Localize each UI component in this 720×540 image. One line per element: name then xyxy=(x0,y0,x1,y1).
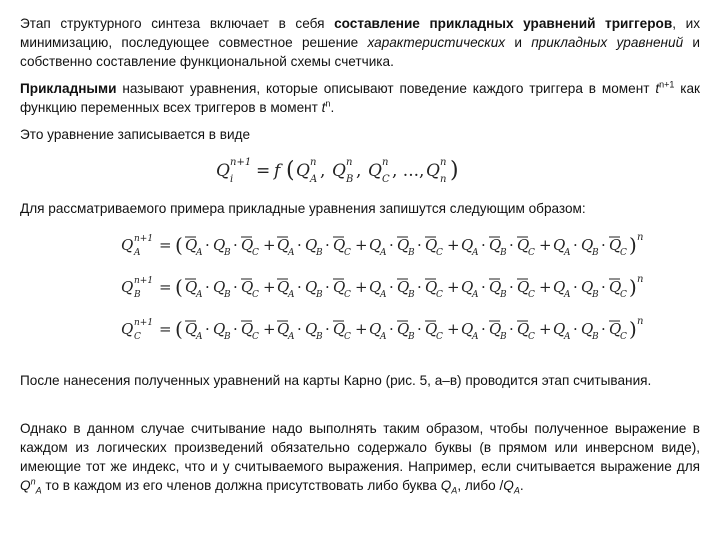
svg-text:·: · xyxy=(233,320,238,338)
svg-text:·: · xyxy=(325,236,330,254)
svg-text:=: = xyxy=(159,236,172,254)
svg-text:+: + xyxy=(447,320,460,338)
svg-text:Q: Q xyxy=(185,320,198,338)
svg-text:C: C xyxy=(382,174,390,185)
svg-text:A: A xyxy=(472,248,479,258)
svg-text:C: C xyxy=(252,332,259,342)
svg-text:·: · xyxy=(481,236,486,254)
svg-text:B: B xyxy=(500,248,507,258)
svg-text:C: C xyxy=(528,332,535,342)
svg-text:): ) xyxy=(450,158,459,183)
svg-text:A: A xyxy=(564,248,571,258)
svg-text:C: C xyxy=(528,290,535,300)
svg-text:n: n xyxy=(440,174,447,185)
svg-text:·: · xyxy=(297,236,302,254)
svg-text:n: n xyxy=(310,157,317,168)
svg-text:·: · xyxy=(573,320,578,338)
svg-text:B: B xyxy=(500,332,507,342)
svg-text:·: · xyxy=(481,320,486,338)
svg-text:(: ( xyxy=(175,275,183,299)
svg-text:Q: Q xyxy=(609,236,622,254)
svg-text:·: · xyxy=(205,236,210,254)
svg-text:Q: Q xyxy=(609,320,622,338)
svg-text:(: ( xyxy=(175,233,183,257)
svg-text:A: A xyxy=(288,332,295,342)
equation-lhs: Q xyxy=(121,278,134,296)
svg-text:+: + xyxy=(355,320,368,338)
svg-text:Q: Q xyxy=(241,320,254,338)
svg-text:·: · xyxy=(389,236,394,254)
svg-text:Q: Q xyxy=(425,320,438,338)
svg-text:n: n xyxy=(637,316,644,327)
svg-text:·: · xyxy=(417,320,422,338)
svg-text:A: A xyxy=(380,248,387,258)
svg-text:·: · xyxy=(297,320,302,338)
svg-text:+: + xyxy=(539,236,552,254)
svg-text:A: A xyxy=(564,332,571,342)
svg-text:Q: Q xyxy=(213,236,226,254)
paragraph-equation-intro: Это уравнение записывается в виде xyxy=(20,127,251,142)
svg-text:Q: Q xyxy=(332,161,346,181)
svg-text:n+1: n+1 xyxy=(134,234,154,244)
svg-text:Q: Q xyxy=(553,320,566,338)
svg-text:Q: Q xyxy=(553,236,566,254)
svg-text:Q: Q xyxy=(581,320,594,338)
svg-text:B: B xyxy=(592,290,599,300)
svg-text:+: + xyxy=(263,320,276,338)
svg-text:·: · xyxy=(325,320,330,338)
svg-text:Q: Q xyxy=(185,236,198,254)
term-applied-equations: составление прикладных уравнений триггеров xyxy=(334,16,673,31)
svg-text:Q: Q xyxy=(425,278,438,296)
svg-text:·: · xyxy=(481,278,486,296)
svg-text:Q: Q xyxy=(216,161,230,181)
svg-text:(: ( xyxy=(286,158,295,183)
svg-text:n: n xyxy=(440,157,447,168)
svg-text:Q: Q xyxy=(305,236,318,254)
svg-text:Q: Q xyxy=(461,236,474,254)
svg-text:·: · xyxy=(233,278,238,296)
svg-text:Q: Q xyxy=(489,236,502,254)
svg-text:+: + xyxy=(539,278,552,296)
svg-text:·: · xyxy=(205,320,210,338)
general-formula xyxy=(210,150,470,190)
svg-text:·: · xyxy=(509,236,514,254)
svg-text:·: · xyxy=(325,278,330,296)
svg-text:·: · xyxy=(389,278,394,296)
svg-text:Q: Q xyxy=(425,236,438,254)
svg-text:B: B xyxy=(316,248,323,258)
svg-text:Q: Q xyxy=(213,320,226,338)
svg-text:·: · xyxy=(297,278,302,296)
svg-text:·: · xyxy=(205,278,210,296)
svg-text:Q: Q xyxy=(461,320,474,338)
svg-text:Q: Q xyxy=(333,236,346,254)
svg-text:C: C xyxy=(436,290,443,300)
svg-text:A: A xyxy=(380,332,387,342)
svg-text:n+1: n+1 xyxy=(134,276,154,286)
svg-text:Q: Q xyxy=(213,278,226,296)
svg-text:): ) xyxy=(629,233,637,257)
svg-text:C: C xyxy=(344,290,351,300)
svg-text:n+1: n+1 xyxy=(134,318,154,328)
svg-text:+: + xyxy=(355,278,368,296)
svg-text:+: + xyxy=(447,278,460,296)
svg-text:n: n xyxy=(637,232,644,243)
svg-text:+: + xyxy=(263,278,276,296)
paragraph-reading-rule: Однако в данном случае считывание надо выполнять таким образом, чтобы полученное выражение в каждом из логических произведений обязательно содержало буквы (в прямом или инверсном виде), имеющие тот же индекс, что и у считываемого выражения. Например, если считывается выражение для $Q^n_A$ то в каждом из его членов должна присутствовать либо буква $Q_A$, либо $/Q_A$. xyxy=(20,421,700,496)
svg-text:Q: Q xyxy=(368,161,382,181)
svg-text:,: , xyxy=(320,161,326,181)
svg-text:Q: Q xyxy=(426,161,440,181)
svg-text:n: n xyxy=(346,157,353,168)
svg-text:): ) xyxy=(629,317,637,341)
svg-text:B: B xyxy=(592,332,599,342)
svg-text:B: B xyxy=(134,290,141,300)
svg-text:C: C xyxy=(252,248,259,258)
svg-text:Q: Q xyxy=(517,236,530,254)
svg-text:·: · xyxy=(417,278,422,296)
svg-text:·: · xyxy=(601,236,606,254)
svg-text:f: f xyxy=(274,161,281,181)
svg-text:Q: Q xyxy=(489,320,502,338)
svg-text:Q: Q xyxy=(609,278,622,296)
svg-text:·: · xyxy=(509,278,514,296)
svg-text:·: · xyxy=(573,278,578,296)
svg-text:(: ( xyxy=(175,317,183,341)
svg-text:·: · xyxy=(601,320,606,338)
svg-text:B: B xyxy=(224,332,231,342)
svg-text:B: B xyxy=(592,248,599,258)
svg-text:n+1: n+1 xyxy=(230,157,252,168)
svg-text:A: A xyxy=(134,248,141,258)
svg-text:Q: Q xyxy=(397,278,410,296)
svg-text:A: A xyxy=(472,332,479,342)
equation-lhs: Q xyxy=(121,320,134,338)
svg-text:·: · xyxy=(389,320,394,338)
svg-text:B: B xyxy=(316,290,323,300)
svg-text:C: C xyxy=(436,248,443,258)
svg-text:Q: Q xyxy=(581,236,594,254)
svg-text:·: · xyxy=(509,320,514,338)
applied-equations xyxy=(115,228,715,348)
svg-text:Q: Q xyxy=(333,278,346,296)
svg-text:): ) xyxy=(629,275,637,299)
svg-text:Q: Q xyxy=(397,236,410,254)
svg-text:n: n xyxy=(382,157,389,168)
svg-text:B: B xyxy=(408,332,415,342)
svg-text:C: C xyxy=(344,248,351,258)
svg-text:Q: Q xyxy=(277,320,290,338)
svg-text:C: C xyxy=(134,332,141,342)
svg-text:Q: Q xyxy=(185,278,198,296)
svg-text:A: A xyxy=(288,290,295,300)
svg-text:·: · xyxy=(233,236,238,254)
svg-text:C: C xyxy=(620,248,627,258)
svg-text:Q: Q xyxy=(397,320,410,338)
svg-text:Q: Q xyxy=(305,320,318,338)
svg-text:B: B xyxy=(346,174,354,185)
svg-text:=: = xyxy=(256,161,271,181)
svg-text:=: = xyxy=(159,320,172,338)
svg-text:C: C xyxy=(436,332,443,342)
svg-text:A: A xyxy=(196,290,203,300)
svg-text:+: + xyxy=(447,236,460,254)
svg-text:·: · xyxy=(601,278,606,296)
svg-text:Q: Q xyxy=(241,278,254,296)
svg-text:, ...,: , ..., xyxy=(392,161,425,181)
svg-text:Q: Q xyxy=(296,161,310,181)
svg-text:B: B xyxy=(500,290,507,300)
svg-text:Q: Q xyxy=(369,278,382,296)
paragraph-definition: Прикладными называют уравнения, которые описывают поведение каждого триггера в момент $t^{n+1}$ как функцию переменных всех триггеров в момент $t^n$. xyxy=(20,79,700,115)
svg-text:A: A xyxy=(288,248,295,258)
svg-text:Q: Q xyxy=(461,278,474,296)
svg-text:B: B xyxy=(316,332,323,342)
svg-text:A: A xyxy=(564,290,571,300)
svg-text:C: C xyxy=(528,248,535,258)
svg-text:Q: Q xyxy=(277,236,290,254)
svg-text:Q: Q xyxy=(553,278,566,296)
svg-text:Q: Q xyxy=(277,278,290,296)
svg-text:Q: Q xyxy=(489,278,502,296)
svg-text:·: · xyxy=(417,236,422,254)
svg-text:n: n xyxy=(637,274,644,285)
svg-text:B: B xyxy=(224,290,231,300)
svg-text:Q: Q xyxy=(369,236,382,254)
paragraph-example-intro: Для рассматриваемого примера прикладные уравнения запишутся следующим образом: xyxy=(20,201,586,216)
svg-text:Q: Q xyxy=(581,278,594,296)
paragraph-karnaugh: После нанесения полученных уравнений на карты Карно (рис. 5, а–в) проводится этап считывания. xyxy=(20,373,652,388)
svg-text:Q: Q xyxy=(241,236,254,254)
svg-text:·: · xyxy=(573,236,578,254)
svg-text:+: + xyxy=(263,236,276,254)
svg-text:Q: Q xyxy=(333,320,346,338)
svg-text:Q: Q xyxy=(369,320,382,338)
svg-text:A: A xyxy=(380,290,387,300)
svg-text:+: + xyxy=(539,320,552,338)
svg-text:B: B xyxy=(408,290,415,300)
svg-text:B: B xyxy=(224,248,231,258)
svg-text:A: A xyxy=(196,248,203,258)
svg-text:i: i xyxy=(230,174,234,185)
svg-text:C: C xyxy=(620,332,627,342)
svg-text:Q: Q xyxy=(517,278,530,296)
svg-text:A: A xyxy=(196,332,203,342)
svg-text:A: A xyxy=(310,174,318,185)
term-applied: Прикладными xyxy=(20,81,117,96)
svg-text:+: + xyxy=(355,236,368,254)
svg-text:Q: Q xyxy=(305,278,318,296)
svg-text:B: B xyxy=(408,248,415,258)
svg-text:Q: Q xyxy=(517,320,530,338)
svg-text:=: = xyxy=(159,278,172,296)
svg-text:C: C xyxy=(344,332,351,342)
svg-text:A: A xyxy=(472,290,479,300)
equation-lhs: Q xyxy=(121,236,134,254)
svg-text:C: C xyxy=(252,290,259,300)
paragraph-intro: Этап структурного синтеза включает в себя составление прикладных уравнений триггеров, их минимизацию, последующее совместное решение характеристических и прикладных уравнений и собственно составление функциональной схемы счетчика. xyxy=(20,16,700,69)
svg-text:C: C xyxy=(620,290,627,300)
svg-text:,: , xyxy=(356,161,362,181)
